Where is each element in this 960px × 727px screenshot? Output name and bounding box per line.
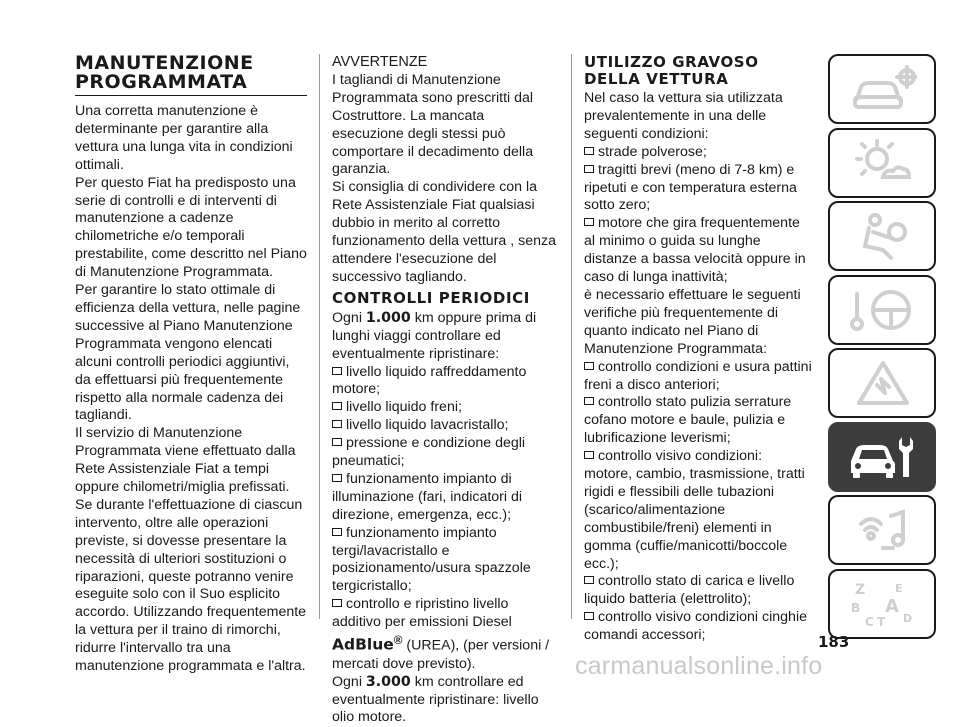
list-item: livello liquido raffreddamento motore; — [332, 363, 527, 398]
tab-dashboard[interactable] — [828, 54, 936, 124]
list-item: funzionamento impianto di illuminazione (fari, indicatori di direzione, emergenza, ecc.); — [332, 470, 523, 523]
checkbox-bullet-icon — [584, 147, 594, 155]
list-item: controllo visivo condizioni: motore, cambio, trasmissione, tratti rigidi e flessibili delle tubazioni (scarico/alimentazione combustibile/freni) elementi in gomma (cuffie/manicotti/boccole ecc.); — [584, 448, 805, 572]
checkbox-bullet-icon — [332, 438, 342, 446]
airbag-seat-icon — [847, 210, 917, 262]
checkbox-bullet-icon — [584, 612, 594, 620]
list-item: controllo stato pulizia serrature cofano motore e baule, pulizia e lubrificazione leverismi; — [584, 394, 792, 447]
chapter-tabs — [828, 54, 936, 642]
list-item: controllo stato di carica e livello liquido batteria (elettrolito); — [584, 573, 795, 608]
checkbox-bullet-icon — [332, 474, 342, 482]
list-item: controllo condizioni e usura pattini freni a disco anteriori; — [584, 358, 812, 393]
tab-maintenance[interactable] — [828, 422, 936, 492]
tab-multimedia[interactable] — [828, 495, 936, 565]
outro-3000km: Ogni 3.000 km controllare ed eventualmente ripristinare: livello olio motore. — [332, 673, 539, 726]
heading-utilizzo-gravoso: UTILIZZO GRAVOSO DELLA VETTURA — [584, 53, 759, 88]
warning-triangle-icon — [847, 357, 917, 409]
paragraph: Per questo Fiat ha predisposto una serie di controlli e di interventi di manutenzione a cadenze chilometriche e/o temporali prestabilite, come descritto nel Piano di Manutenzione Programmata. — [75, 174, 307, 281]
list-item: strade polverose; — [584, 144, 814, 162]
intro-1000km: Ogni 1.000 km oppure prima di lunghi viaggi controllare ed eventualmente ripristinare: — [332, 309, 537, 362]
checkbox-bullet-icon — [332, 402, 342, 410]
checkbox-bullet-icon — [332, 420, 342, 428]
paragraph: Una corretta manutenzione è determinante per garantire alla vettura una lunga vita in condizioni ottimali. — [75, 103, 293, 173]
watermark: carmanualsonline.info — [575, 652, 823, 680]
index-letter: Z — [855, 581, 866, 598]
intro: Nel caso la vettura sia utilizzata prevalentemente in una delle seguenti condizioni: — [584, 90, 783, 142]
index-letter: B — [851, 600, 861, 615]
column-divider — [319, 54, 320, 619]
list-item-adblue: controllo e ripristino livello additivo per emissioni Diesel AdBlue® (UREA), (per versioni / mercati dove previsto). — [332, 596, 550, 672]
sun-weather-icon — [847, 137, 917, 189]
page-number: 183 — [818, 633, 850, 651]
section-title-controlli: CONTROLLI PERIODICI — [332, 288, 530, 307]
list-item: livello liquido freni; — [332, 399, 558, 417]
index-letter: E — [895, 581, 903, 595]
list-item: pressione e condizione degli pneumatici; — [332, 435, 526, 470]
adblue-brand: AdBlue — [332, 635, 394, 654]
index-letter: C — [865, 614, 874, 629]
list-item: funzionamento impianto tergi/lavacristallo e posizionamento/usura spazzole tergicristallo; — [332, 524, 531, 595]
tab-emergency[interactable] — [828, 348, 936, 418]
middle-text: è necessario effettuare le seguenti verifiche più frequentemente di quanto indicato nel Piano di Manutenzione Programmata: — [584, 286, 801, 357]
column-maintenance — [75, 54, 307, 676]
list-item: tragitti brevi (meno di 7-8 km) e ripetuti e con temperatura esterna sotto zero; — [584, 161, 797, 214]
index-letter: A — [885, 595, 899, 617]
car-dashboard-icon — [847, 63, 917, 115]
index-letter: D — [903, 611, 913, 625]
alphabet-index-icon — [847, 578, 917, 630]
tab-lights[interactable] — [828, 128, 936, 198]
heading-line1: MANUTENZIONE — [75, 52, 254, 74]
tab-starting[interactable] — [828, 275, 936, 345]
checkbox-bullet-icon — [584, 218, 594, 226]
checkbox-bullet-icon — [584, 397, 594, 405]
km-1000: 1.000 — [365, 309, 411, 326]
checkbox-bullet-icon — [332, 528, 342, 536]
warning-title: AVVERTENZE — [332, 54, 428, 70]
heading-line2: PROGRAMMATA — [75, 73, 307, 96]
checkbox-bullet-icon — [584, 451, 594, 459]
list-item: controllo visivo condizioni cinghie comandi accessori; — [584, 609, 807, 644]
column-periodic-checks — [332, 54, 558, 727]
checkbox-bullet-icon — [332, 367, 342, 375]
warning-paragraph: Si consiglia di condividere con la Rete Assistenziale Fiat qualsiasi dubbio in merito al corretto funzionamento della vettura , senza attendere l'esecuzione del successivo tagliando. — [332, 179, 556, 285]
tab-index[interactable] — [828, 569, 936, 639]
checkbox-bullet-icon — [584, 165, 594, 173]
checkbox-bullet-icon — [584, 362, 594, 370]
registered-mark: ® — [393, 633, 403, 648]
warning-paragraph: I tagliandi di Manutenzione Programmata sono prescritti dal Costruttore. La mancata esecuzione degli stessi può comportare il decadimento della garanzia. — [332, 71, 534, 178]
paragraph: Per garantire lo stato ottimale di efficienza della vettura, nelle pagine successive al Piano Manutenzione Programmata vengono elencati alcuni controlli periodici aggiuntivi, da effettuarsi più frequentemente rispetto alla normale cadenza dei tagliandi. — [75, 282, 301, 424]
column-divider — [571, 54, 572, 619]
paragraph: Il servizio di Manutenzione Programmata viene effettuato dalla Rete Assistenziale Fiat a tempi oppure chilometri/miglia prefissati. Se durante l'effettuazione di ciascun intervento, oltre alle operazioni previste, si dovesse presentare la necessità di ulteriori sostituzioni o riparazioni, queste potranno venire eseguite solo con il Suo esplicito accordo. Utilizzando frequentemente la vettura per il traino di rimorchi, ridurre l'intervallo tra una manutenzione programmata e l'altra. — [75, 425, 307, 675]
car-wrench-icon — [847, 431, 917, 483]
checkbox-bullet-icon — [584, 576, 594, 584]
index-letter: T — [877, 614, 886, 629]
checkbox-bullet-icon — [332, 599, 342, 607]
heading-manutenzione-programmata — [75, 54, 307, 96]
km-3000: 3.000 — [365, 673, 411, 690]
multimedia-icon — [847, 504, 917, 556]
steering-key-icon — [847, 284, 917, 336]
list-item: livello liquido lavacristallo; — [332, 417, 558, 435]
list-item: motore che gira frequentemente al minimo o guida su lunghe distanze a bassa velocità oppure in caso di lunga inattività; — [584, 215, 806, 286]
tab-safety[interactable] — [828, 201, 936, 271]
column-heavy-use — [584, 54, 814, 645]
